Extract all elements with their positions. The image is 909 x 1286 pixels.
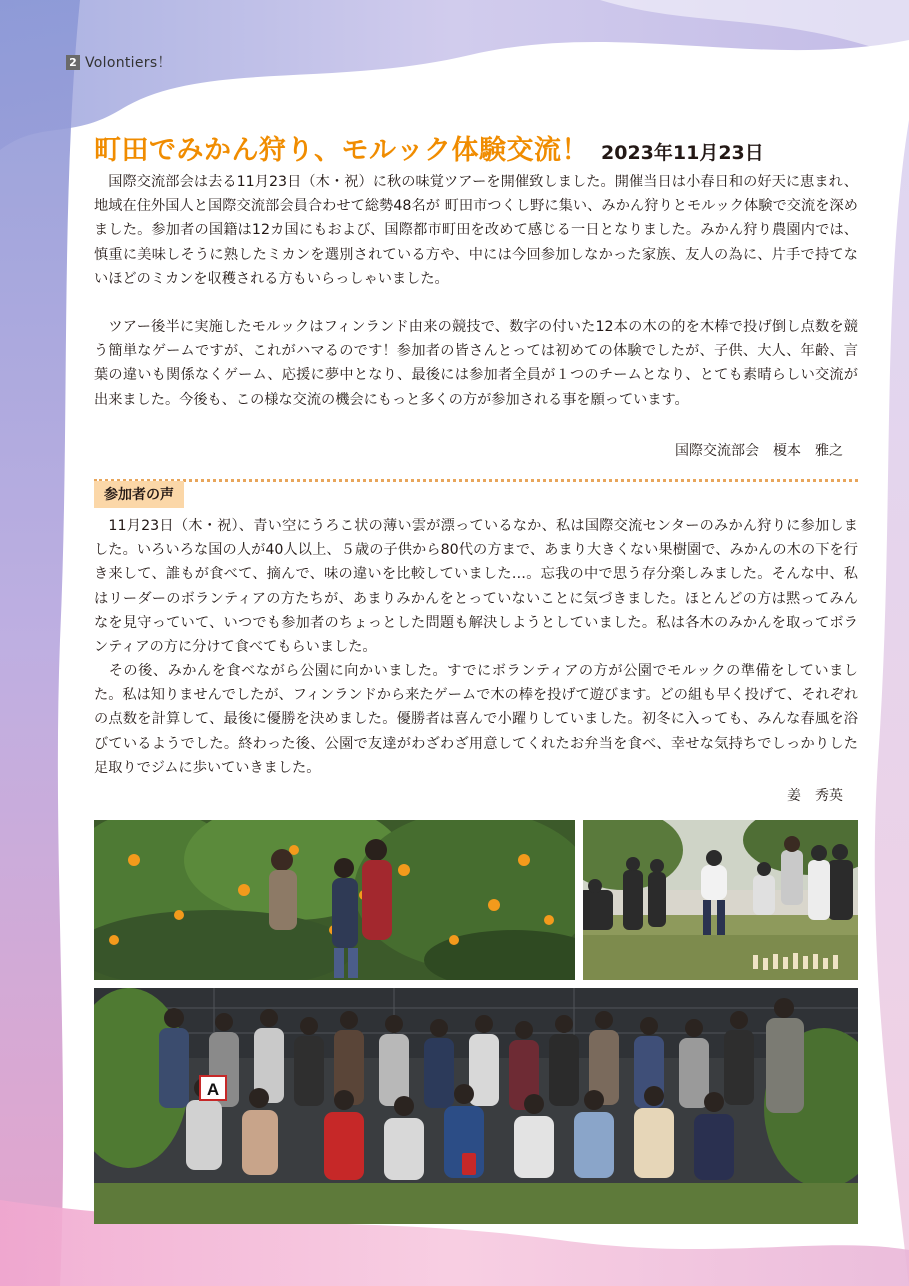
article-signature: 国際交流部会 榎本 雅之 — [675, 443, 843, 459]
voices-paragraph-1: 11月23日（木・祝）、青い空にうろこ状の薄い雲が漂っているなか、私は国際交流センターのみかん狩りに参加しました。いろいろな国の人が40人以上、５歳の子供から80代の方まで、あまり大きくない果樹園で、みかんの木の下を行き来して、誰もが食べて、摘んで、味の違いを比較していました…。忘我の中で思う存分楽しみました。そんな中、私はリーダーのボランティアの方たちが、あまりみかんをとっていないことに気づきました。ほとんどの方は黙ってみんなを見守っていて、いつでも参加者のちょっとした問題も解決しようとしていました。私は各木のみかんを取ってボランティアの方に分けて食べてもらいました。 — [94, 518, 858, 656]
article-paragraph-1: 国際交流部会は去る11月23日（木・祝）に秋の味覚ツアーを開催致しました。開催当日は小春日和の好天に恵まれ、地域在住外国人と国際交流部会員合わせて総勢48名が 町田市つくし野に集い、みかん狩りとモルック体験で交流を深めました。参加者の国籍は12カ国にもおよび、国際都市町田を改めて感じる一日となりました。みかん狩り農園内では、慎重に美味しそうに熟したミカンを選別されている方や、中には今回参加しなかった家族、友人の為に、片手で持てないほどのミカンを収穫される方もいらっしゃいました。 — [94, 174, 858, 287]
photo-orange-picking — [94, 820, 575, 980]
page-header — [66, 52, 172, 72]
section-name: Volontiers！ — [85, 55, 172, 71]
article-title: 町田でみかん狩り、モルック体験交流！ — [94, 135, 589, 166]
voices-label: 参加者の声 — [94, 481, 184, 508]
page-number: 2 — [66, 55, 80, 70]
section-divider — [94, 479, 858, 482]
photo-group — [94, 988, 858, 1224]
voices-paragraph-2: その後、みかんを食べながら公園に向かいました。すでにボランティアの方が公園でモルックの準備をしていました。私は知りませんでしたが、フィンランドから来たゲームで木の棒を投げて遊びます。どの組も早く投げて、それぞれの点数を計算して、最後に優勝を決めました。優勝者は喜んで小躍りしていました。初冬に入っても、みんな春風を浴びているようでした。終わった後、公園で友達がわざわざ用意してくれたお弁当を食べ、幸せな気持ちでしっかりした足取りでジムに歩いていきました。 — [94, 663, 858, 776]
article-title-row — [94, 128, 764, 167]
photo-molkky-game — [583, 820, 858, 980]
group-sign-letter: A — [206, 1080, 220, 1099]
article-paragraph-2: ツアー後半に実施したモルックはフィンランド由来の競技で、数字の付いた12本の木の的を木棒で投げ倒し点数を競う簡単なゲームですが、これがハマるのです！参加者の皆さんとっては初めての体験でしたが、子供、大人、年齢、言葉の違いも関係なくゲーム、応援に夢中となり、最後には参加者全員が１つのチームとなり、とても素晴らしい交流が出来ました。今後も、この様な交流の機会にもっと多くの方が参加される事を願っています。 — [94, 319, 858, 408]
voices-signature: 姜 秀英 — [787, 788, 843, 804]
article-date: 2023年11月23日 — [601, 142, 764, 164]
